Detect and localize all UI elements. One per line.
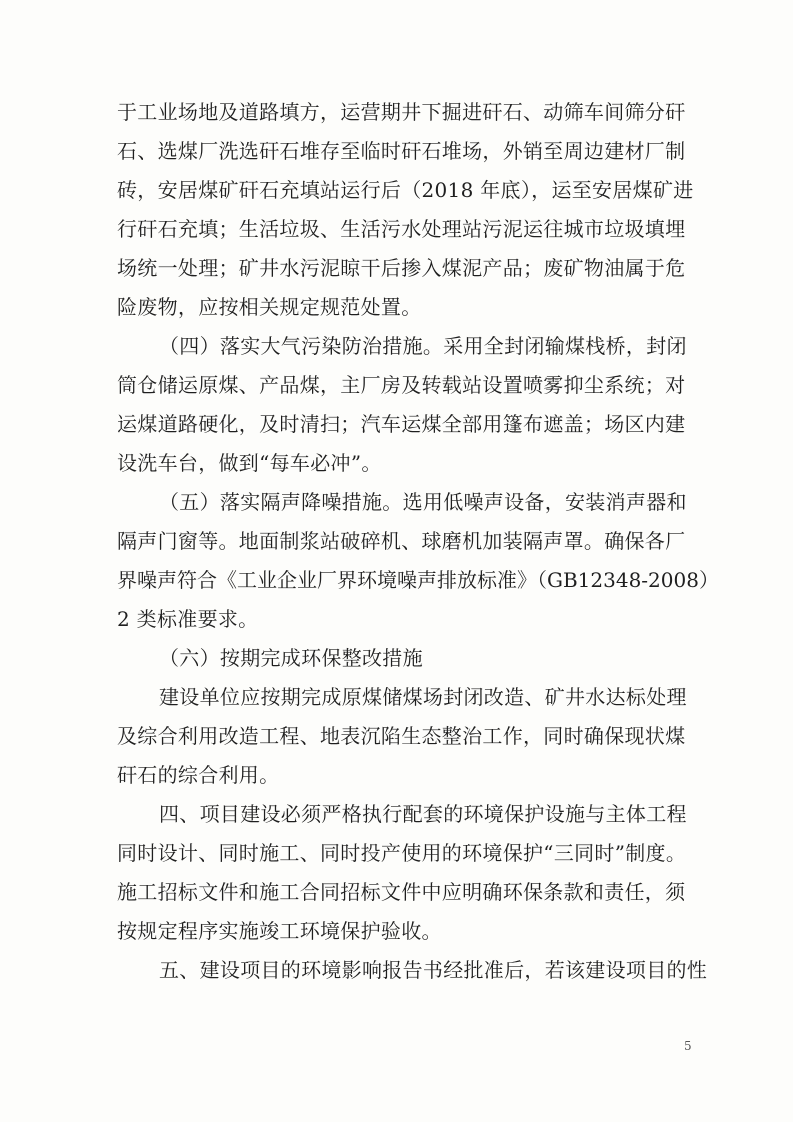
page-number: 5 — [684, 1039, 692, 1053]
text-line: （五）落实隔声降噪措施。选用低噪声设备，安装消声器和 — [159, 490, 687, 514]
text-line: 五、建设项目的环境影响报告书经批准后，若该建设项目的性 — [159, 958, 708, 982]
text-line: 行矸石充填；生活垃圾、生活污水处理站污泥运往城市垃圾填埋 — [117, 217, 686, 241]
text-line: （六）按期完成环保整改措施 — [159, 646, 423, 670]
text-line: 隔声门窗等。地面制浆站破碎机、球磨机加装隔声罩。确保各厂 — [117, 529, 686, 553]
text-line: 建设单位应按期完成原煤储煤场封闭改造、矿井水达标处理 — [159, 685, 687, 709]
text-line: 矸石的综合利用。 — [117, 763, 280, 787]
text-line: 险废物，应按相关规定规范处置。 — [117, 295, 422, 319]
text-line: 设洗车台，做到“每车必冲”。 — [117, 451, 382, 475]
text-line: （四）落实大气污染防治措施。采用全封闭输煤栈桥，封闭 — [159, 334, 687, 358]
text-line: 及综合利用改造工程、地表沉陷生态整治工作，同时确保现状煤 — [117, 724, 686, 748]
text-line: 石、选煤厂洗选矸石堆存至临时矸石堆场，外销至周边建材厂制 — [117, 139, 686, 163]
text-line: 筒仓储运原煤、产品煤，主厂房及转载站设置喷雾抑尘系统；对 — [117, 373, 686, 397]
text-line: 四、项目建设必须严格执行配套的环境保护设施与主体工程 — [159, 802, 687, 826]
text-line: 按规定程序实施竣工环境保护验收。 — [117, 919, 442, 943]
text-line: 2 类标准要求。 — [117, 607, 259, 631]
text-line: 场统一处理；矿井水污泥晾干后掺入煤泥产品；废矿物油属于危 — [117, 256, 686, 280]
text-line: 于工业场地及道路填方，运营期井下掘进矸石、动筛车间筛分矸 — [117, 100, 686, 124]
text-line: 界噪声符合《工业企业厂界环境噪声排放标准》（GB12348-2008） — [117, 568, 719, 592]
document-body — [117, 93, 719, 990]
text-line: 施工招标文件和施工合同招标文件中应明确环保条款和责任，须 — [117, 880, 686, 904]
text-line: 砖，安居煤矿矸石充填站运行后（2018 年底），运至安居煤矿进 — [117, 178, 694, 202]
text-line: 运煤道路硬化，及时清扫；汽车运煤全部用篷布遮盖；场区内建 — [117, 412, 686, 436]
text-line: 同时设计、同时施工、同时投产使用的环境保护“三同时”制度。 — [117, 841, 687, 865]
